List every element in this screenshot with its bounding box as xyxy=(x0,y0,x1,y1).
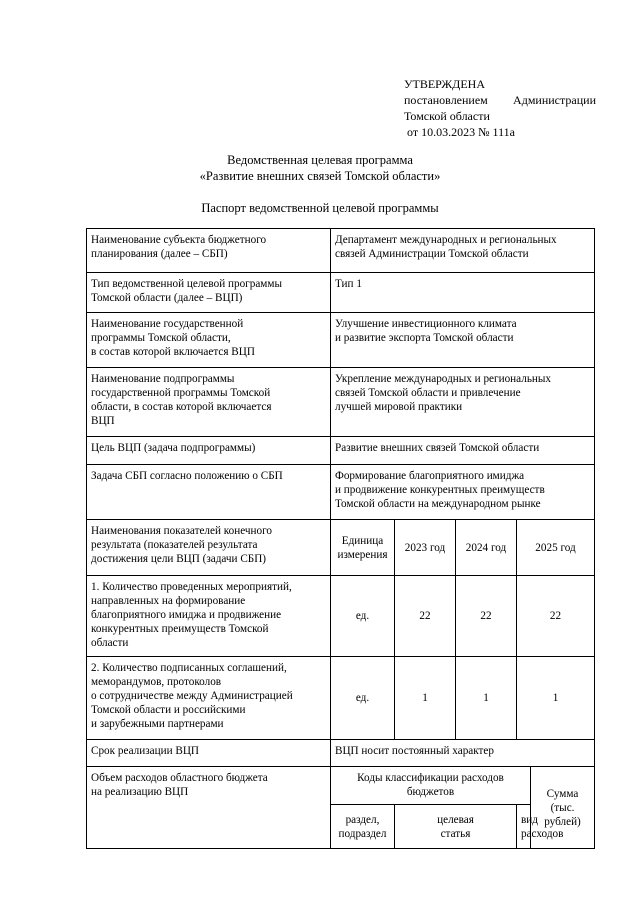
indicator-2-2024: 1 xyxy=(456,657,517,740)
term-value: ВЦП носит постоянный характер xyxy=(331,740,595,767)
term-label: Срок реализации ВЦП xyxy=(87,740,331,767)
indicator-1-unit: ед. xyxy=(331,576,395,657)
row-budget-top xyxy=(87,767,595,805)
passport-title: Паспорт ведомственной целевой программы xyxy=(201,201,439,215)
subprogram-label: Наименование подпрограммы государственной программы Томской области, в состав которой включается ВЦП xyxy=(87,368,331,437)
budget-label: Объем расходов областного бюджета на реализацию ВЦП xyxy=(87,767,331,849)
indicators-header-2024: 2024 год xyxy=(456,520,517,576)
budget-expense-type-header: вид расходов xyxy=(517,805,531,849)
indicator-row-2 xyxy=(87,657,595,740)
row-indicators-header xyxy=(87,520,595,576)
goal-value: Развитие внешних связей Томской области xyxy=(331,437,595,465)
row-term xyxy=(87,740,595,767)
indicators-header-2025: 2025 год xyxy=(517,520,595,576)
subject-label: Наименование субъекта бюджетного планирования (далее – СБП) xyxy=(87,229,331,273)
indicator-1-name: 1. Количество проведенных мероприятий, направленных на формирование благоприятного имиджа и продвижение конкурентных преимуществ Томской области xyxy=(87,576,331,657)
indicators-header-label: Наименования показателей конечного результата (показателей результата достижения цели ВЦП (задачи СБП) xyxy=(87,520,331,576)
indicator-1-2025: 22 xyxy=(517,576,595,657)
task-label: Задача СБП согласно положению о СБП xyxy=(87,465,331,520)
state-program-label: Наименование государственной программы Томской области, в состав которой включается ВЦП xyxy=(87,313,331,368)
indicator-2-name: 2. Количество подписанных соглашений, меморандумов, протоколов о сотрудничестве между Администрацией Томской области и российскими и зарубежными партнерами xyxy=(87,657,331,740)
indicator-2-2025: 1 xyxy=(517,657,595,740)
passport-table xyxy=(86,228,595,849)
state-program-value: Улучшение инвестиционного климата и развитие экспорта Томской области xyxy=(331,313,595,368)
indicators-header-unit: Единица измерения xyxy=(331,520,395,576)
approval-resolution-line xyxy=(404,92,596,108)
type-value: Тип 1 xyxy=(331,273,595,313)
approval-date-number: от 10.03.2023 № 111а xyxy=(407,125,515,139)
indicator-1-2024: 22 xyxy=(456,576,517,657)
row-goal xyxy=(87,437,595,465)
budget-sum-header: Сумма (тыс. рублей) xyxy=(531,767,595,849)
approval-title: УТВЕРЖДЕНА xyxy=(404,77,486,91)
row-subprogram xyxy=(87,368,595,437)
type-label: Тип ведомственной целевой программы Томской области (далее – ВЦП) xyxy=(87,273,331,313)
goal-label: Цель ВЦП (задача подпрограммы) xyxy=(87,437,331,465)
approval-administration-word: Администрации xyxy=(513,93,596,107)
indicator-2-unit: ед. xyxy=(331,657,395,740)
budget-target-item-header: целевая статья xyxy=(395,805,517,849)
indicator-1-2023: 22 xyxy=(395,576,456,657)
task-value: Формирование благоприятного имиджа и продвижение конкурентных преимуществ Томской области на международном рынке xyxy=(331,465,595,520)
approval-stamp xyxy=(404,76,604,140)
subject-value: Департамент международных и региональных связей Администрации Томской области xyxy=(331,229,595,273)
approval-resolution-word: постановлением xyxy=(404,93,488,107)
row-type xyxy=(87,273,595,313)
row-task xyxy=(87,465,595,520)
program-title xyxy=(0,152,640,184)
row-state-program xyxy=(87,313,595,368)
approval-region: Томской области xyxy=(404,109,490,123)
budget-codes-header: Коды классификации расходов бюджетов xyxy=(331,767,531,805)
program-title-line2: «Развитие внешних связей Томской области» xyxy=(199,169,441,183)
program-title-line1: Ведомственная целевая программа xyxy=(227,153,413,167)
indicators-header-2023: 2023 год xyxy=(395,520,456,576)
row-subject xyxy=(87,229,595,273)
indicator-2-2023: 1 xyxy=(395,657,456,740)
indicator-row-1 xyxy=(87,576,595,657)
subprogram-value: Укрепление международных и региональных связей Томской области и привлечение лучшей мировой практики xyxy=(331,368,595,437)
budget-section-header: раздел, подраздел xyxy=(331,805,395,849)
